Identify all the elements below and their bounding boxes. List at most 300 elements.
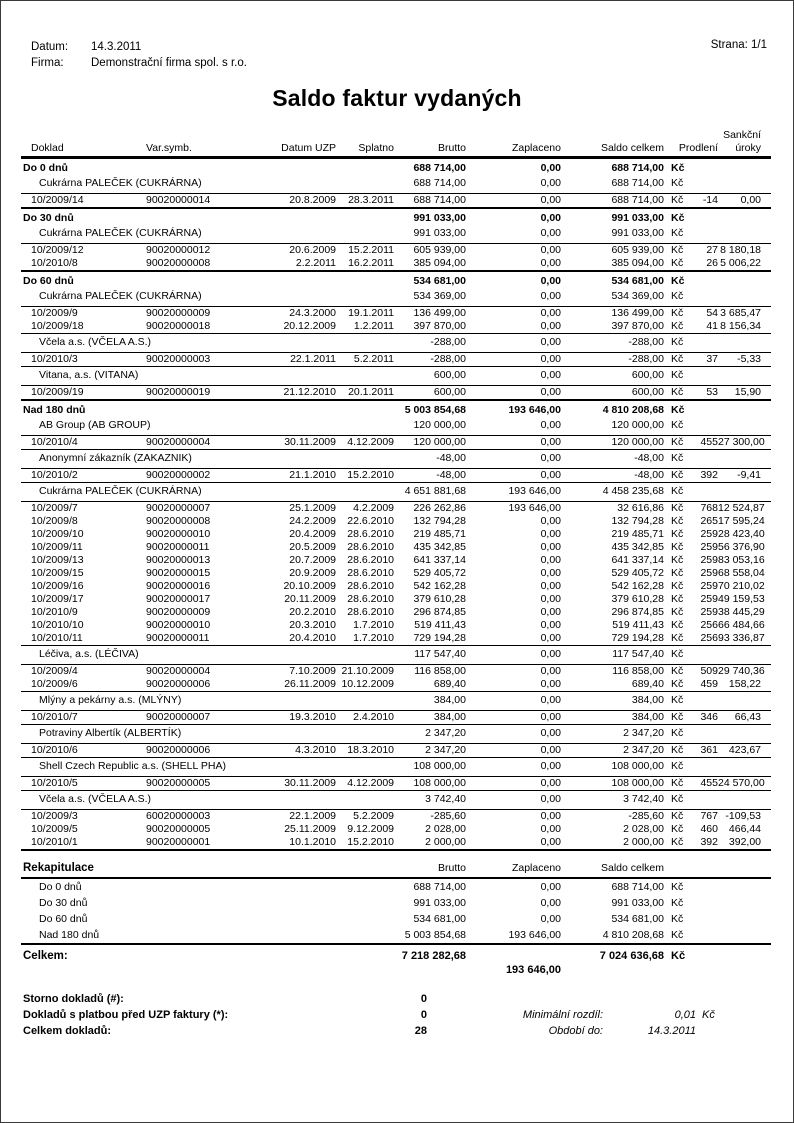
- currency-label: Kč: [671, 913, 684, 925]
- saldo-cell: 385 094,00: [611, 257, 664, 269]
- customer-name: Vitana, a.s. (VITANA): [21, 367, 394, 386]
- recap-col-saldo: Saldo celkem: [561, 861, 664, 878]
- customer-group-row: [21, 417, 771, 436]
- zaplaceno-cell: 0,00: [540, 320, 561, 332]
- datum-uzp-cell: 20.5.2009: [289, 541, 336, 553]
- uroky-cell: -5,33: [718, 353, 771, 367]
- brutto-cell: 136 499,00: [394, 307, 466, 321]
- footer-stat-label: Storno dokladů (#):: [23, 993, 124, 1005]
- varsymb-cell: 90020000011: [146, 541, 210, 553]
- prodleni-cell: 259: [700, 593, 718, 605]
- prodleni-cell: 259: [700, 528, 718, 540]
- zaplaceno-cell: 0,00: [466, 469, 561, 483]
- footer-stat-value: 28: [414, 1025, 427, 1037]
- doklad-cell: 10/2009/10: [31, 528, 84, 540]
- datum-uzp-cell: 25.11.2009: [284, 823, 336, 835]
- customer-group-row: [21, 692, 771, 711]
- splatno-cell: 15.2.2011: [336, 244, 394, 258]
- recap-brutto: 688 714,00: [413, 881, 467, 893]
- splatno-cell: 15.2.2010: [336, 469, 394, 483]
- uroky-cell: 15,90: [718, 386, 771, 401]
- varsymb-cell: 90020000001: [146, 836, 251, 850]
- group-brutto: 120 000,00: [413, 419, 466, 431]
- section-name: Do 0 dnů: [23, 162, 68, 174]
- datum-uzp-cell: 22.1.2011: [251, 353, 336, 367]
- footer-stat-value: 0: [420, 1009, 427, 1021]
- footer-info-label: Minimální rozdíl:: [522, 1009, 603, 1021]
- group-zaplaceno: 193 646,00: [466, 483, 561, 502]
- total-brutto: 7 218 282,68: [401, 950, 466, 962]
- varsymb-cell: 90020000010: [146, 619, 211, 631]
- datum-uzp-cell: 20.3.2010: [289, 619, 336, 631]
- customer-name: Léčiva, a.s. (LÉČIVA): [21, 646, 394, 665]
- saldo-cell: 689,40: [631, 678, 664, 690]
- varsymb-cell: 90020000012: [146, 244, 251, 258]
- total-end-spacer: [691, 949, 771, 963]
- uroky-cell: -9,41: [718, 469, 771, 483]
- currency-label: Kč: [664, 483, 691, 502]
- saldo-cell: 2 347,20: [561, 744, 664, 758]
- currency-label: Kč: [671, 177, 684, 189]
- prodleni-cell: 53: [691, 386, 718, 401]
- zaplaceno-cell: 0,00: [466, 244, 561, 258]
- zaplaceno-cell: 0,00: [466, 810, 561, 824]
- saldo-cell: 2 000,00: [561, 836, 664, 850]
- brutto-cell: 132 794,28: [413, 515, 466, 527]
- currency-label: Kč: [671, 528, 684, 540]
- datum-uzp-cell: 7.10.2009: [251, 665, 336, 679]
- invoice-row: [21, 836, 771, 850]
- prodleni-cell: 259: [700, 567, 718, 579]
- group-brutto: 108 000,00: [394, 758, 466, 777]
- brutto-cell: 384,00: [394, 711, 466, 725]
- total-paid-spacer: [21, 963, 466, 977]
- saldo-cell: 600,00: [561, 386, 664, 401]
- saldo-cell: 435 342,85: [611, 541, 664, 553]
- recap-bucket-name: Nad 180 dnů: [21, 927, 394, 944]
- group-spacer: [691, 225, 771, 244]
- total-spacer: [466, 949, 561, 963]
- datum-uzp-cell: 30.11.2009: [251, 777, 336, 791]
- invoice-row: [21, 257, 771, 271]
- invoice-row: [21, 554, 771, 567]
- doklad-cell: 10/2010/6: [21, 744, 146, 758]
- customer-name: Cukrárna PALEČEK (CUKRÁRNA): [39, 177, 202, 189]
- recap-brutto: 991 033,00: [413, 897, 467, 909]
- currency-label: Kč: [664, 646, 691, 665]
- prodleni-cell: 256: [700, 619, 718, 631]
- currency-label: Kč: [664, 334, 691, 353]
- section-saldo: 991 033,00: [561, 208, 664, 225]
- varsymb-cell: 90020000011: [146, 632, 210, 644]
- brutto-cell: 688 714,00: [394, 194, 466, 209]
- group-spacer: [691, 646, 771, 665]
- brutto-cell: 519 411,43: [414, 619, 466, 631]
- header-spacer: [21, 129, 691, 142]
- brutto-cell: 219 485,71: [413, 528, 466, 540]
- footer-info-label: Období do:: [548, 1025, 603, 1037]
- currency-label: Kč: [671, 554, 684, 566]
- group-saldo: 991 033,00: [611, 227, 664, 239]
- customer-group-row: [21, 175, 771, 194]
- currency-label: Kč: [664, 711, 691, 725]
- section-zaplaceno: 0,00: [540, 162, 561, 174]
- invoice-row: [21, 567, 771, 580]
- doklad-cell: 10/2009/12: [21, 244, 146, 258]
- col-header-prodleni: Prodlení: [664, 142, 718, 158]
- prodleni-cell: 392: [691, 469, 718, 483]
- prodleni-cell: 259: [700, 541, 718, 553]
- saldo-cell: -288,00: [561, 353, 664, 367]
- currency-label: Kč: [671, 823, 684, 835]
- currency-label: Kč: [664, 927, 691, 944]
- section-total-row: [21, 158, 771, 176]
- invoice-row: [21, 469, 771, 483]
- zaplaceno-cell: 0,00: [540, 528, 561, 540]
- prodleni-cell: 346: [691, 711, 718, 725]
- splatno-cell: 28.6.2010: [347, 541, 394, 553]
- varsymb-cell: 90020000007: [146, 711, 251, 725]
- currency-label: Kč: [671, 320, 684, 332]
- invoice-row: [21, 436, 771, 450]
- uroky-cell: 27 300,00: [718, 436, 771, 450]
- group-brutto: -288,00: [394, 334, 466, 353]
- uroky-cell: 0,00: [718, 194, 771, 209]
- prodleni-cell: 26: [706, 257, 718, 269]
- prodleni-cell: 767: [691, 810, 718, 824]
- currency-label: Kč: [671, 897, 684, 909]
- report-date: 14.3.2011: [91, 41, 142, 53]
- customer-group-row: [21, 450, 771, 469]
- customer-name: Cukrárna PALEČEK (CUKRÁRNA): [39, 227, 202, 239]
- invoice-row: [21, 777, 771, 791]
- group-spacer: [691, 367, 771, 386]
- recap-table-body: [21, 861, 771, 944]
- uroky-cell: 70 210,02: [718, 580, 765, 592]
- recap-zaplaceno: 0,00: [540, 881, 562, 893]
- currency-label: Kč: [671, 515, 684, 527]
- invoice-row: [21, 744, 771, 758]
- splatno-cell: 28.6.2010: [347, 554, 394, 566]
- recap-zaplaceno: 0,00: [540, 913, 562, 925]
- splatno-cell: 2.4.2010: [336, 711, 394, 725]
- datum-uzp-cell: 26.11.2009: [284, 678, 336, 690]
- currency-label: Kč: [664, 791, 691, 810]
- group-zaplaceno: 0,00: [540, 177, 561, 189]
- saldo-cell: 120 000,00: [561, 436, 664, 450]
- currency-label: Kč: [671, 881, 684, 893]
- group-brutto: -48,00: [394, 450, 466, 469]
- uroky-cell: 466,44: [728, 823, 762, 835]
- recap-brutto: 534 681,00: [413, 913, 467, 925]
- datum-uzp-cell: 20.7.2009: [289, 554, 336, 566]
- doklad-cell: 10/2009/17: [31, 593, 84, 605]
- invoice-row: [21, 541, 771, 554]
- group-saldo: -48,00: [561, 450, 664, 469]
- currency-label: Kč: [671, 257, 684, 269]
- varsymb-cell: 90020000004: [146, 436, 251, 450]
- invoice-row: [21, 528, 771, 541]
- saldo-cell: 32 616,86: [561, 502, 664, 516]
- saldo-cell: 116 858,00: [561, 665, 664, 679]
- zaplaceno-cell: 0,00: [540, 541, 561, 553]
- varsymb-cell: 90020000009: [146, 606, 211, 618]
- company-row: [31, 55, 247, 71]
- doklad-cell: 10/2010/3: [21, 353, 146, 367]
- varsymb-cell: 90020000006: [146, 678, 211, 690]
- total-saldo: 7 024 636,68: [599, 950, 664, 962]
- brutto-cell: 296 874,85: [413, 606, 466, 618]
- recap-saldo: 688 714,00: [611, 881, 665, 893]
- customer-name: AB Group (AB GROUP): [39, 419, 151, 431]
- invoice-row: [21, 632, 771, 646]
- recap-saldo: 534 681,00: [611, 913, 665, 925]
- zaplaceno-cell: 0,00: [466, 665, 561, 679]
- doklad-cell: 10/2009/8: [31, 515, 78, 527]
- doklad-cell: 10/2009/16: [31, 580, 84, 592]
- doklad-cell: 10/2010/7: [21, 711, 146, 725]
- splatno-cell: 1.2.2011: [353, 320, 394, 332]
- recap-saldo: 4 810 208,68: [561, 927, 664, 944]
- datum-uzp-cell: 25.1.2009: [251, 502, 336, 516]
- brutto-cell: 226 262,86: [394, 502, 466, 516]
- footer-info-value: 14.3.2011: [647, 1025, 696, 1037]
- section-spacer: [691, 400, 771, 417]
- recap-bucket-name: Do 30 dnů: [39, 897, 88, 909]
- currency-label: Kč: [664, 744, 691, 758]
- varsymb-cell: 90020000018: [146, 320, 211, 332]
- brutto-cell: 120 000,00: [394, 436, 466, 450]
- invoice-row: [21, 386, 771, 401]
- datum-uzp-cell: 2.2.2011: [295, 257, 336, 269]
- doklad-cell: 10/2010/9: [31, 606, 78, 618]
- splatno-cell: 28.6.2010: [347, 528, 394, 540]
- saldo-cell: 296 874,85: [611, 606, 664, 618]
- date-label: Datum:: [31, 41, 69, 53]
- splatno-cell: 16.2.2011: [348, 257, 394, 269]
- saldo-cell: 2 028,00: [623, 823, 664, 835]
- prodleni-cell: 265: [700, 515, 718, 527]
- doklad-cell: 10/2009/5: [31, 823, 78, 835]
- splatno-cell: 15.2.2010: [336, 836, 394, 850]
- splatno-cell: 28.6.2010: [347, 567, 394, 579]
- zaplaceno-cell: 0,00: [540, 678, 561, 690]
- zaplaceno-cell: 193 646,00: [466, 502, 561, 516]
- footer-info-currency: Kč: [702, 1009, 715, 1021]
- zaplaceno-cell: 0,00: [466, 194, 561, 209]
- brutto-cell: 2 028,00: [425, 823, 466, 835]
- group-saldo: 117 547,40: [561, 646, 664, 665]
- recap-row: [21, 911, 771, 927]
- doklad-cell: 10/2010/1: [21, 836, 146, 850]
- prodleni-cell: 361: [691, 744, 718, 758]
- group-saldo: 3 742,40: [561, 791, 664, 810]
- datum-uzp-cell: 24.3.2000: [251, 307, 336, 321]
- total-paid-end-spacer: [561, 963, 771, 977]
- splatno-cell: 10.12.2009: [341, 678, 394, 690]
- recap-bucket-name: Do 0 dnů: [39, 881, 82, 893]
- datum-uzp-cell: 20.12.2009: [283, 320, 336, 332]
- group-zaplaceno: 0,00: [466, 692, 561, 711]
- doklad-cell: 10/2010/2: [21, 469, 146, 483]
- footer-stat-label: Celkem dokladů:: [23, 1025, 112, 1037]
- currency-label: Kč: [664, 810, 691, 824]
- recap-table: [21, 861, 771, 945]
- varsymb-cell: 90020000007: [146, 502, 251, 516]
- uroky-cell: 38 445,29: [718, 606, 765, 618]
- splatno-cell: 18.3.2010: [336, 744, 394, 758]
- varsymb-cell: 90020000015: [146, 567, 211, 579]
- brutto-cell: 605 939,00: [394, 244, 466, 258]
- currency-label: Kč: [671, 619, 684, 631]
- uroky-cell: 158,22: [728, 678, 762, 690]
- invoice-row: [21, 307, 771, 321]
- saldo-cell: 641 337,14: [611, 554, 664, 566]
- section-total-row: [21, 208, 771, 225]
- currency-label: Kč: [671, 567, 684, 579]
- uroky-cell: 17 595,24: [718, 515, 765, 527]
- recap-brutto: 5 003 854,68: [394, 927, 466, 944]
- footer-row: [21, 993, 771, 1009]
- varsymb-cell: 90020000005: [146, 777, 251, 791]
- currency-label: Kč: [664, 725, 691, 744]
- section-brutto: 534 681,00: [394, 271, 466, 288]
- doklad-cell: 10/2009/18: [31, 320, 84, 332]
- currency-label: Kč: [664, 353, 691, 367]
- doklad-cell: 10/2009/19: [21, 386, 146, 401]
- splatno-cell: 22.6.2010: [347, 515, 394, 527]
- group-saldo: 688 714,00: [611, 177, 664, 189]
- datum-uzp-cell: 20.2.2010: [289, 606, 336, 618]
- total-table-body: [21, 949, 771, 977]
- group-saldo: 2 347,20: [561, 725, 664, 744]
- saldo-cell: 529 405,72: [611, 567, 664, 579]
- saldo-cell: 136 499,00: [561, 307, 664, 321]
- customer-group-row: [21, 483, 771, 502]
- currency-label: Kč: [671, 419, 684, 431]
- group-spacer: [691, 692, 771, 711]
- zaplaceno-cell: 0,00: [540, 554, 561, 566]
- zaplaceno-cell: 0,00: [466, 436, 561, 450]
- doklad-cell: 10/2009/11: [31, 541, 83, 553]
- date-row: [31, 39, 247, 55]
- datum-uzp-cell: 20.6.2009: [251, 244, 336, 258]
- customer-name: Včela a.s. (VČELA A.S.): [21, 791, 394, 810]
- invoice-row: [21, 678, 771, 692]
- saldo-cell: 108 000,00: [561, 777, 664, 791]
- invoice-row: [21, 320, 771, 334]
- uroky-cell: 66,43: [718, 711, 771, 725]
- uroky-cell: 24 570,00: [718, 777, 771, 791]
- uroky-cell: 93 336,87: [718, 632, 765, 644]
- group-spacer: [691, 725, 771, 744]
- currency-label: Kč: [664, 758, 691, 777]
- currency-label: Kč: [664, 836, 691, 850]
- footer-row: [21, 1009, 771, 1025]
- section-spacer: [691, 208, 771, 225]
- group-brutto: 117 547,40: [394, 646, 466, 665]
- zaplaceno-cell: 0,00: [466, 744, 561, 758]
- varsymb-cell: 90020000008: [146, 257, 211, 269]
- saldo-cell: 519 411,43: [612, 619, 664, 631]
- brutto-cell: 641 337,14: [413, 554, 466, 566]
- col-header-brutto: Brutto: [394, 142, 466, 158]
- saldo-cell: 729 194,28: [611, 632, 664, 644]
- zaplaceno-cell: 0,00: [540, 823, 561, 835]
- customer-group-row: [21, 646, 771, 665]
- splatno-cell: 28.6.2010: [347, 606, 394, 618]
- recap-row: [21, 878, 771, 895]
- doklad-cell: 10/2010/5: [21, 777, 146, 791]
- brutto-cell: 2 000,00: [394, 836, 466, 850]
- invoice-row: [21, 606, 771, 619]
- currency-label: Kč: [671, 632, 684, 644]
- uroky-cell: 49 159,53: [718, 593, 765, 605]
- brutto-cell: 108 000,00: [394, 777, 466, 791]
- recap-col-brutto: Brutto: [394, 861, 466, 878]
- customer-group-row: [21, 791, 771, 810]
- section-brutto: 688 714,00: [413, 162, 466, 174]
- uroky-cell: 66 484,66: [718, 619, 765, 631]
- group-zaplaceno: 0,00: [540, 419, 561, 431]
- recap-col-zaplaceno: Zaplaceno: [466, 861, 561, 878]
- varsymb-cell: 60020000003: [146, 810, 251, 824]
- varsymb-cell: 90020000019: [146, 386, 251, 401]
- invoice-table-body: [21, 158, 771, 851]
- currency-label: Kč: [664, 777, 691, 791]
- group-saldo: 384,00: [561, 692, 664, 711]
- customer-name: Potraviny Albertík (ALBERTÍK): [21, 725, 394, 744]
- zaplaceno-cell: 0,00: [540, 619, 561, 631]
- recap-row: [21, 895, 771, 911]
- zaplaceno-cell: 0,00: [540, 593, 561, 605]
- prodleni-cell: 27: [691, 244, 718, 258]
- group-spacer: [691, 175, 771, 194]
- group-saldo: 4 458 235,68: [561, 483, 664, 502]
- saldo-cell: 219 485,71: [611, 528, 664, 540]
- customer-name: Cukrárna PALEČEK (CUKRÁRNA): [21, 483, 394, 502]
- prodleni-cell: -14: [691, 194, 718, 209]
- currency-label: Kč: [664, 469, 691, 483]
- report-title: Saldo faktur vydaných: [272, 85, 522, 111]
- datum-uzp-cell: 19.3.2010: [251, 711, 336, 725]
- group-spacer: [691, 483, 771, 502]
- group-brutto: 600,00: [394, 367, 466, 386]
- saldo-cell: -48,00: [561, 469, 664, 483]
- currency-label: Kč: [664, 400, 691, 417]
- group-saldo: 108 000,00: [561, 758, 664, 777]
- zaplaceno-cell: 0,00: [466, 711, 561, 725]
- invoice-table-head: [21, 129, 771, 158]
- doklad-cell: 10/2009/9: [21, 307, 146, 321]
- doklad-cell: 10/2010/11: [31, 632, 83, 644]
- total-zaplaceno: 193 646,00: [505, 964, 561, 976]
- customer-name: Anonymní zákazník (ZAKAZNIK): [21, 450, 394, 469]
- group-zaplaceno: 0,00: [466, 758, 561, 777]
- saldo-cell: 132 794,28: [611, 515, 664, 527]
- invoice-row: [21, 593, 771, 606]
- brutto-cell: 542 162,28: [413, 580, 466, 592]
- currency-label: Kč: [671, 580, 684, 592]
- prodleni-cell: 768: [691, 502, 718, 516]
- datum-uzp-cell: 20.8.2009: [251, 194, 336, 209]
- col-header-zaplaceno: Zaplaceno: [466, 142, 561, 158]
- group-brutto: 2 347,20: [394, 725, 466, 744]
- uroky-cell: 29 740,36: [718, 665, 771, 679]
- zaplaceno-cell: 0,00: [540, 567, 561, 579]
- prodleni-cell: 259: [700, 606, 718, 618]
- company-name: Demonstrační firma spol. s r.o.: [91, 57, 247, 69]
